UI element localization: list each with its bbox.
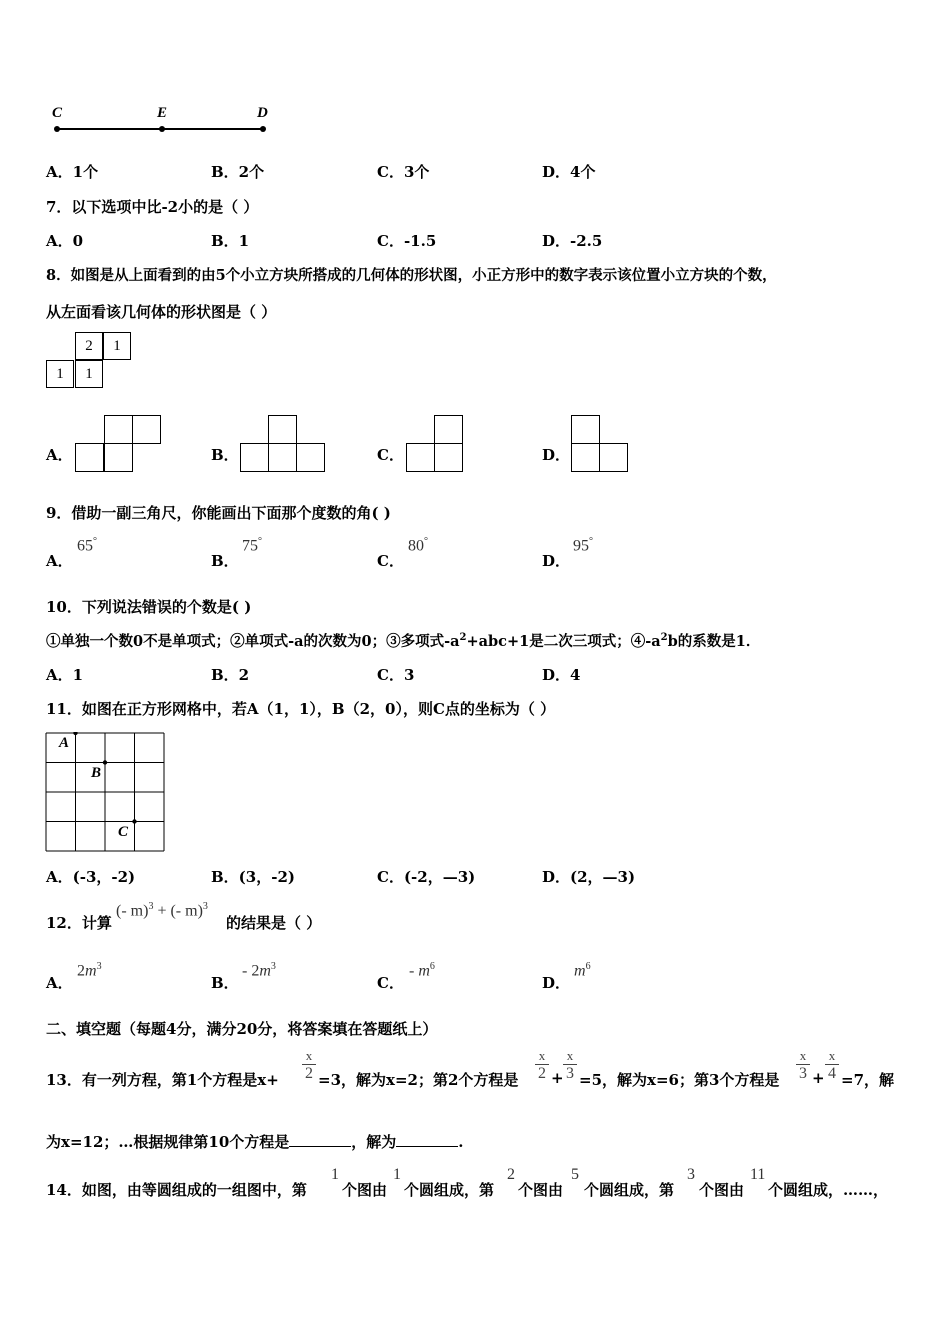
top-view-cell: 1 bbox=[46, 360, 74, 388]
label-e: E bbox=[157, 105, 168, 121]
q12-option-d-label[interactable]: D． bbox=[542, 974, 571, 992]
section-heading: 二、填空题（每题4分，满分20分，将答案填在答题纸上） bbox=[46, 1020, 438, 1038]
point-c bbox=[54, 126, 60, 132]
q10-question: 10．下列说法错误的个数是( ) bbox=[46, 598, 252, 616]
q14-number: 2 bbox=[507, 1166, 515, 1183]
q12-option-a-value: $2m^3$ bbox=[77, 961, 102, 980]
q7-option-b[interactable]: B．1 bbox=[211, 232, 250, 250]
q12-question-suffix: 的结果是（ ） bbox=[226, 914, 322, 932]
q14-number: 3 bbox=[687, 1166, 695, 1183]
square bbox=[434, 415, 463, 444]
q10-option-b[interactable]: B．2 bbox=[211, 666, 250, 684]
square bbox=[571, 415, 600, 444]
q13-plus: + bbox=[812, 1069, 825, 1087]
square bbox=[104, 443, 133, 472]
q11-question: 11．如图在正方形网格中，若A（1，1），B（2，0），则C点的坐标为（ ） bbox=[46, 700, 556, 718]
q9-option-a-value: 65° bbox=[77, 536, 97, 555]
top-view-cell: 1 bbox=[75, 360, 103, 388]
q14-text-part: 个圆组成，第 bbox=[584, 1181, 675, 1199]
q14-number: 1 bbox=[331, 1166, 339, 1183]
q12-option-b-label[interactable]: B． bbox=[211, 974, 239, 992]
q11-option-a[interactable]: A．(-3，-2) bbox=[46, 868, 136, 886]
fraction: x 3 bbox=[563, 1048, 577, 1083]
q14-number: 5 bbox=[571, 1166, 579, 1183]
q9-option-c-value: 80° bbox=[408, 536, 428, 555]
square bbox=[75, 443, 104, 472]
q11-option-d[interactable]: D．(2，—3) bbox=[542, 868, 636, 886]
q10-option-d[interactable]: D．4 bbox=[542, 666, 581, 684]
top-view-cell: 2 bbox=[75, 332, 103, 360]
grid-label-c: C bbox=[118, 824, 129, 840]
q10-option-a[interactable]: A．1 bbox=[46, 666, 84, 684]
q14-number: 1 bbox=[393, 1166, 401, 1183]
q14-text-part: 个圆组成，第 bbox=[404, 1181, 495, 1199]
point-e bbox=[159, 126, 165, 132]
grid-label-a: A bbox=[59, 735, 70, 751]
q12-expression: (- m)$^3$ + (- m)$^3$ bbox=[116, 901, 208, 920]
q7-option-c[interactable]: C．-1.5 bbox=[377, 232, 437, 250]
fraction: x 3 bbox=[796, 1048, 810, 1083]
q9-option-d-value: 95° bbox=[573, 536, 593, 555]
grid-point-c bbox=[132, 819, 136, 823]
square bbox=[571, 443, 600, 472]
q9-option-a-label[interactable]: A． bbox=[46, 552, 73, 570]
q8-question-line1: 8．如图是从上面看到的由5个小立方块所搭成的几何体的形状图，小正方形中的数字表示该位置小立方块的个数， bbox=[46, 267, 777, 284]
fraction: x 2 bbox=[302, 1048, 316, 1083]
q7-option-d[interactable]: D．-2.5 bbox=[542, 232, 603, 250]
grid-label-b: B bbox=[91, 765, 102, 781]
q7-option-a[interactable]: A．0 bbox=[46, 232, 84, 250]
square bbox=[434, 443, 463, 472]
q9-option-b-value: 75° bbox=[242, 536, 262, 555]
q6-option-b[interactable]: B．2个 bbox=[211, 163, 265, 181]
q11-option-b[interactable]: B．(3，-2) bbox=[211, 868, 295, 886]
q12-option-b-value: - $2m^3$ bbox=[242, 961, 276, 980]
q10-option-c[interactable]: C．3 bbox=[377, 666, 415, 684]
q6-option-a[interactable]: A．1个 bbox=[46, 163, 99, 181]
q14-text-part: 个图由 bbox=[342, 1181, 388, 1199]
square bbox=[268, 415, 297, 444]
q14-text-part: 14．如图，由等圆组成的一组图中，第 bbox=[46, 1181, 307, 1199]
q14-number: 11 bbox=[750, 1166, 766, 1183]
q12-option-a-label[interactable]: A． bbox=[46, 974, 73, 992]
q12-option-c-label[interactable]: C． bbox=[377, 974, 404, 992]
q13-text-part: =5，解为x=6；第3个方程是 bbox=[579, 1071, 780, 1089]
square bbox=[268, 443, 297, 472]
q8-option-a-label[interactable]: A． bbox=[46, 446, 73, 464]
q12-option-c-value: - $m^6$ bbox=[409, 961, 435, 980]
q12-option-d-value: $m^6$ bbox=[574, 961, 591, 980]
square bbox=[296, 443, 325, 472]
square bbox=[240, 443, 269, 472]
q13-text-part: =3，解为x=2；第2个方程是 bbox=[318, 1071, 519, 1089]
top-view-cell: 1 bbox=[103, 332, 131, 360]
q9-question: 9．借助一副三角尺，你能画出下面那个度数的角( ) bbox=[46, 504, 391, 522]
grid-point-a bbox=[73, 732, 77, 735]
q9-option-b-label[interactable]: B． bbox=[211, 552, 239, 570]
grid-point-b bbox=[103, 760, 107, 764]
q11-option-c[interactable]: C．(-2，—3) bbox=[377, 868, 476, 886]
label-c: C bbox=[52, 105, 63, 121]
q8-question-line2: 从左面看该几何体的形状图是（ ） bbox=[46, 303, 277, 321]
q13-line2: 为x=12；…根据规律第10个方程是 ，解为 . bbox=[46, 1133, 464, 1151]
q14-text-part: 个图由 bbox=[699, 1181, 745, 1199]
answer-blank[interactable] bbox=[289, 1132, 351, 1147]
label-d: D bbox=[257, 105, 268, 121]
q8-option-c-label[interactable]: C． bbox=[377, 446, 404, 464]
q6-option-d[interactable]: D．4个 bbox=[542, 163, 596, 181]
q12-question-prefix: 12．计算 bbox=[46, 914, 112, 932]
q10-statement: ①单独一个数0不是单项式；②单项式-a的次数为0；③多项式$-a^2+abc+1$是二次三项式；$④-a^2b$的系数是1． bbox=[46, 632, 761, 650]
q13-text-part: 13．有一列方程，第1个方程是x+ bbox=[46, 1071, 279, 1089]
q13-plus: + bbox=[551, 1069, 564, 1087]
q6-option-c[interactable]: C．3个 bbox=[377, 163, 430, 181]
q9-option-c-label[interactable]: C． bbox=[377, 552, 404, 570]
square bbox=[599, 443, 628, 472]
point-d bbox=[260, 126, 266, 132]
answer-blank[interactable] bbox=[396, 1132, 458, 1147]
square bbox=[406, 443, 435, 472]
q14-text-part: 个图由 bbox=[518, 1181, 564, 1199]
fraction: x 2 bbox=[535, 1048, 549, 1083]
q13-text-part: =7，解 bbox=[841, 1071, 895, 1089]
q8-option-b-label[interactable]: B． bbox=[211, 446, 239, 464]
q9-option-d-label[interactable]: D． bbox=[542, 552, 571, 570]
q8-option-d-label[interactable]: D． bbox=[542, 446, 571, 464]
fraction: x 4 bbox=[825, 1048, 839, 1083]
square bbox=[104, 415, 133, 444]
q7-question: 7．以下选项中比-2小的是（ ） bbox=[46, 198, 259, 216]
q14-text-part: 个圆组成，……， bbox=[768, 1181, 889, 1199]
square bbox=[132, 415, 161, 444]
